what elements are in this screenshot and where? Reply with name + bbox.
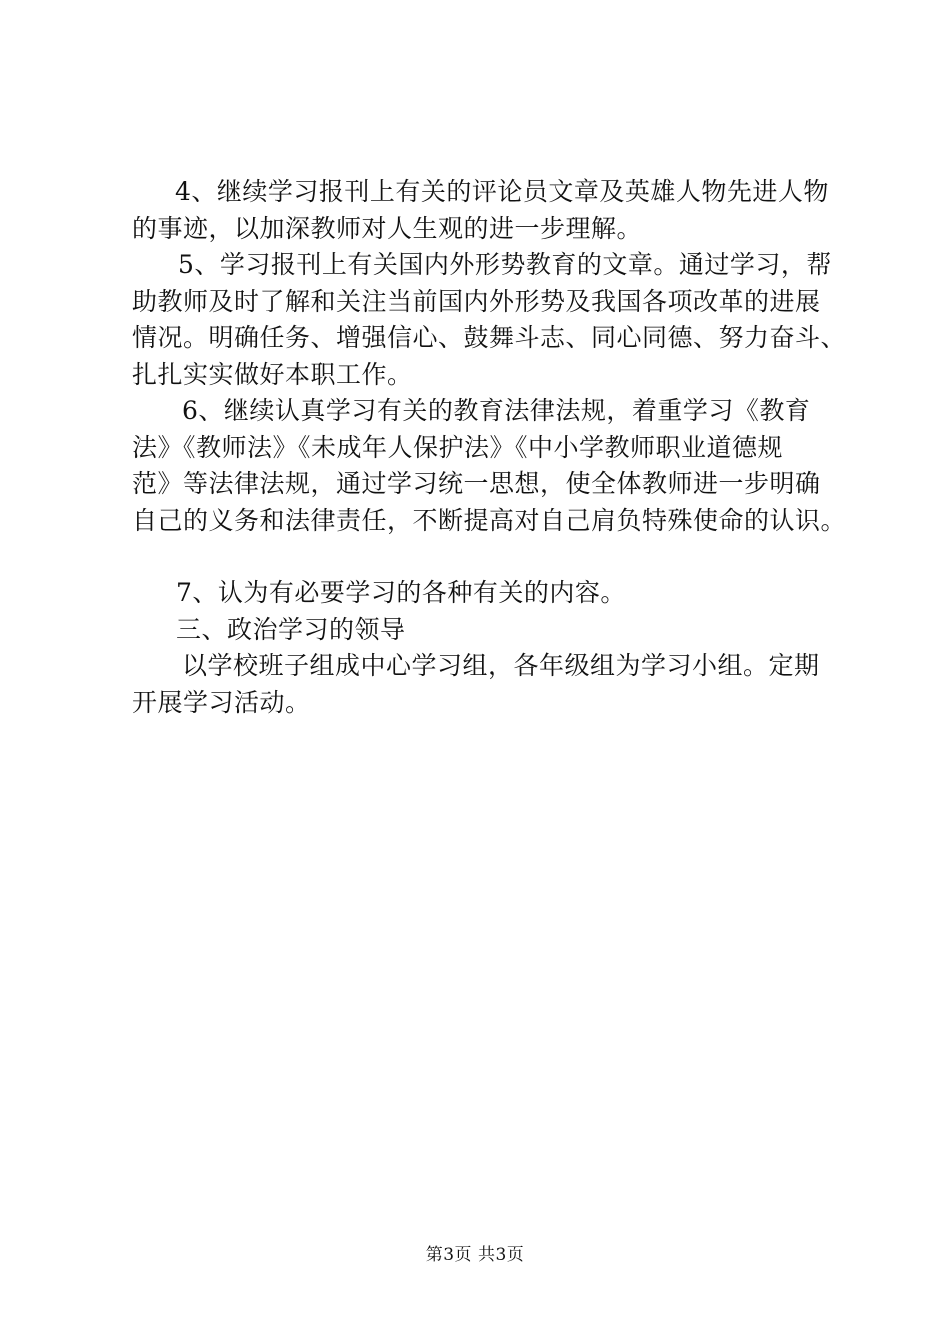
paragraph-item-5 [132, 247, 847, 393]
paragraph-line: 法》《教师法》《未成年人保护法》《中小学教师职业道德规 [132, 432, 784, 462]
paragraph-leadership [132, 648, 832, 721]
paragraph-line: 情况。明确任务、增强信心、鼓舞斗志、同心同德、努力奋斗、 [132, 323, 847, 352]
paragraph-line: 扎扎实实做好本职工作。 [132, 359, 413, 389]
paragraph-line: 7、认为有必要学习的各种有关的内容。 [176, 578, 626, 607]
paragraph-line: 5、学习报刊上有关国内外形势教育的文章。通过学习，帮 [178, 250, 832, 279]
paragraph-line: 以学校班子组成中心学习组，各年级组为学习小组。定期 [182, 651, 820, 680]
paragraph-line: 开展学习活动。 [132, 687, 311, 717]
paragraph-item-7 [132, 575, 832, 612]
paragraph-line: 范》等法律法规，通过学习统一思想，使全体教师进一步明确 [132, 469, 821, 498]
section-heading [132, 612, 832, 649]
paragraph-line: 自己的义务和法律责任，不断提高对自己肩负特殊使命的认识。 [132, 505, 847, 535]
paragraph-line: 的事迹，以加深教师对人生观的进一步理解。 [132, 213, 643, 243]
document-body [132, 174, 847, 721]
section-heading-text: 三、政治学习的领导 [176, 614, 406, 644]
paragraph-line: 助教师及时了解和关注当前国内外形势及我国各项改革的进展 [132, 286, 821, 316]
paragraph-item-6 [132, 393, 847, 539]
page-footer [0, 1244, 950, 1266]
paragraph-line: 6、继续认真学习有关的教育法律法规，着重学习《教育 [182, 396, 811, 425]
page-number-label: 第3页 共3页 [425, 1245, 525, 1265]
paragraph-item-4 [132, 174, 832, 247]
paragraph-spacer [132, 539, 832, 575]
paragraph-line: 4、继续学习报刊上有关的评论员文章及英雄人物先进人物 [175, 177, 829, 206]
